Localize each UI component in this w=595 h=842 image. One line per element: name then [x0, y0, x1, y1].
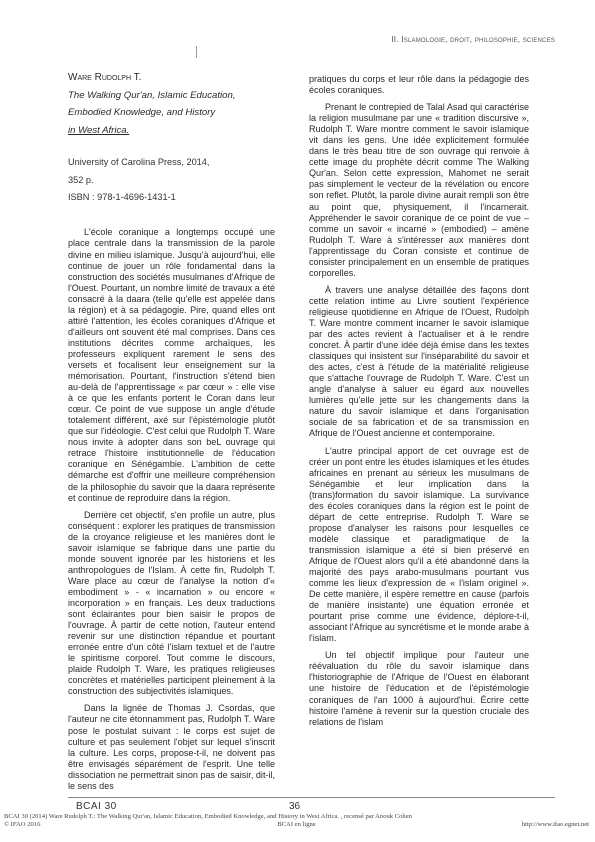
book-author: Ware Rudolph T. — [68, 72, 142, 83]
paragraph: Dans la lignée de Thomas J. Csordas, que l'auteur ne cite étonnamment pas, Rudolph T. Ware pose le postulat suivant : le corps est sujet de culture et pas seulement l'objet sur lequel s'inscrit la culture. Les corps, propose-t-il, ne doivent pas être envisagés séparément de l'esprit. Une telle dissociation ne permettrait sinon pas de saisir, dit-il, le sens des — [68, 703, 275, 791]
ifao-link[interactable]: http://www.ifao.egnet.net — [521, 821, 589, 828]
paragraph: pratiques du corps et leur rôle dans la pédagogie des écoles coraniques. — [309, 74, 529, 96]
citation-row-2 — [4, 821, 589, 829]
paragraph: Un tel objectif implique pour l'auteur une réévaluation du rôle du savoir islamique dans l'historiographie de l'Afrique de l'Ouest en élaborant une histoire de l'éducation et de l'épistémologie coraniques de l'an 1000 à aujourd'hui. Écrire cette histoire l'amène à revenir sur la question cruciale des relations de l'islam — [309, 650, 529, 727]
book-pages: 352 p. — [68, 174, 94, 185]
online-label: BCAI en ligne — [277, 821, 316, 828]
right-column — [309, 74, 529, 734]
page-number: 36 — [289, 801, 301, 812]
book-title-line-3 — [68, 125, 275, 136]
paragraph: Derrière cet objectif, s'en profile un autre, plus conséquent : explorer les pratiques de transmission de la croyance religieuse et les manières dont le savoir islamique se fabrique dans une partie du monde souvent ignorée par les historiens et les anthropologues de l'Islam. À cette fin, Rudolph T. Ware place au cœur de l'analyse la notion d'« embodiment » - « incarnation » ou encore « incorporation » en français. Les deux traductions sont éclairantes pour bien saisir le propos de l'ouvrage. À partir de cette notion, l'auteur entend revenir sur une distinction répandue et pourtant erronée entre d'un côté l'islam textuel et de l'autre le spiritisme corporel. Tout comme le discours, plaide Rudolph T. Ware, les pratiques religieuses concrètes et matérielles participent pleinement à la construction des subjectivités islamiques. — [68, 509, 275, 697]
footer-issue: BCAI 30 — [76, 801, 117, 812]
copyright: © IFAO 2016 — [4, 821, 41, 828]
header-rule — [196, 46, 197, 58]
paragraph: L'école coranique a longtemps occupé une place centrale dans la transmission de la parole divine en milieu islamique. Jusqu'à aujourd'hui, elle continue de jouer un rôle fondamental dans la construction des sociétés musulmanes d'Afrique de l'Ouest. Pourtant, un nombre limité de travaux a été consacré à la daara (telle qu'elle est appelée dans la région) et à sa pédagogie. Pire, quand elles ont attiré l'attention, les écoles coraniques d'Afrique et d'ailleurs ont souvent été mal comprises. Dans ces institutions décrites comme archaïques, les professeurs expliquent rarement le sens des versets et focalisent leur enseignement sur la mémorisation. Pourtant, l'instruction s'étend bien au-delà de l'apprentissage « par cœur » : elle vise à ce que les enfants portent le Coran dans leur cœur. Ce point de vue suppose un angle d'étude totalement différent, axé sur l'épistémologie plutôt que sur l'idéologie. C'est celui que Rudolph T. Ware nous invite à adopter dans son beL ouvrage qui retrace l'histoire institutionnelle de l'éducation coranique en Sénégambie. L'ambition de cette démarche est d'offrir une meilleure compréhension de la philosophie du savoir que la daara représente et continue de reproduire dans la région. — [68, 227, 275, 503]
footer-rule — [68, 797, 555, 798]
left-column — [68, 72, 275, 798]
citation-text: BCAI 30 (2014) Ware Rudolph T.: The Walking Qur'an, Islamic Education, Embodied Knowledge, and History in West Africa. , recensé par Anouk Cohen — [4, 813, 412, 820]
book-title-line-1: The Walking Qur'an, Islamic Education, — [68, 90, 236, 101]
citation-footer — [4, 813, 589, 829]
paragraph: À travers une analyse détaillée des façons dont cette relation intime au Livre soutient l'expérience religieuse quotidienne en Afrique de l'Ouest, Rudolph T. Ware montre comment incarner le savoir islamique par des actes revient à l'actualiser et à le rendre concret. À partir d'une idée déjà émise dans les textes classiques qui insistent sur l'inséparabilité du savoir et des actes, c'est à l'étude de la matérialité religieuse que s'attache l'ouvrage de Rudolph T. Ware. C'est un angle d'analyse à saluer eu égard aux nouvelles lumières qu'elle jette sur les changements dans la nature du savoir islamique et dans l'organisation sociale de sa fabrication et de sa transmission en Afrique de l'Ouest ancienne et contemporaine. — [309, 284, 529, 439]
paragraph: Prenant le contrepied de Talal Asad qui caractérise la religion musulmane par une « tradition discursive », Rudolph T. Ware montre comment le savoir islamique vit dans les gens. Une idée explicitement formulée dans le très beau titre de son ouvrage qui renvoie à cette image du prophète décrit comme The Walking Qur'an. Selon cette expression, Mahomet ne serait pas simplement le vecteur de la révélation ou encore son reflet. Plutôt, la parole divine aurait rempli son être au point que, physiquement, il l'incarnerait. Appréhender le savoir coranique de ce point de vue – comme un savoir « incarné » (embodied) – amène Rudolph T. Ware à s'intéresser aux manières dont l'apprentissage du Coran consiste et continue de consister principalement en un ensemble de pratiques corporelles. — [309, 102, 529, 278]
citation-row-1 — [4, 813, 589, 821]
book-title-last: in West Africa. — [68, 124, 130, 136]
book-isbn: ISBN : 978-1-4696-1431-1 — [68, 192, 176, 203]
running-header: II. Islamologie, droit, philosophie, sciences — [391, 34, 555, 44]
book-publisher: University of Carolina Press, 2014, — [68, 157, 210, 168]
book-title-line-2: Embodied Knowledge, and History — [68, 107, 216, 119]
paragraph: L'autre principal apport de cet ouvrage est de créer un pont entre les études islamiques et les études africaines en prenant au sérieux les musulmans de Sénégambie et leur implication dans la (trans)formation du savoir islamique. La survivance des écoles coraniques dans la région est le point de départ de cette entreprise. Rudolph T. Ware se propose d'analyser les raisons pour lesquelles ce modèle classique et paradigmatique de la transmission islamique a été si bien préservé en Afrique de l'Ouest alors qu'il a été abandonné dans la majorité des pays arabo-musulmans pourtant vus comme les lieux d'expression de « l'islam originel ». De cette manière, il espère remettre en cause (parfois de manière insistante) une équation erronée et pourtant prise comme une évidence, déplore-t-il, associant l'Afrique au syncrétisme et le monde arabe à l'islam. — [309, 445, 529, 644]
